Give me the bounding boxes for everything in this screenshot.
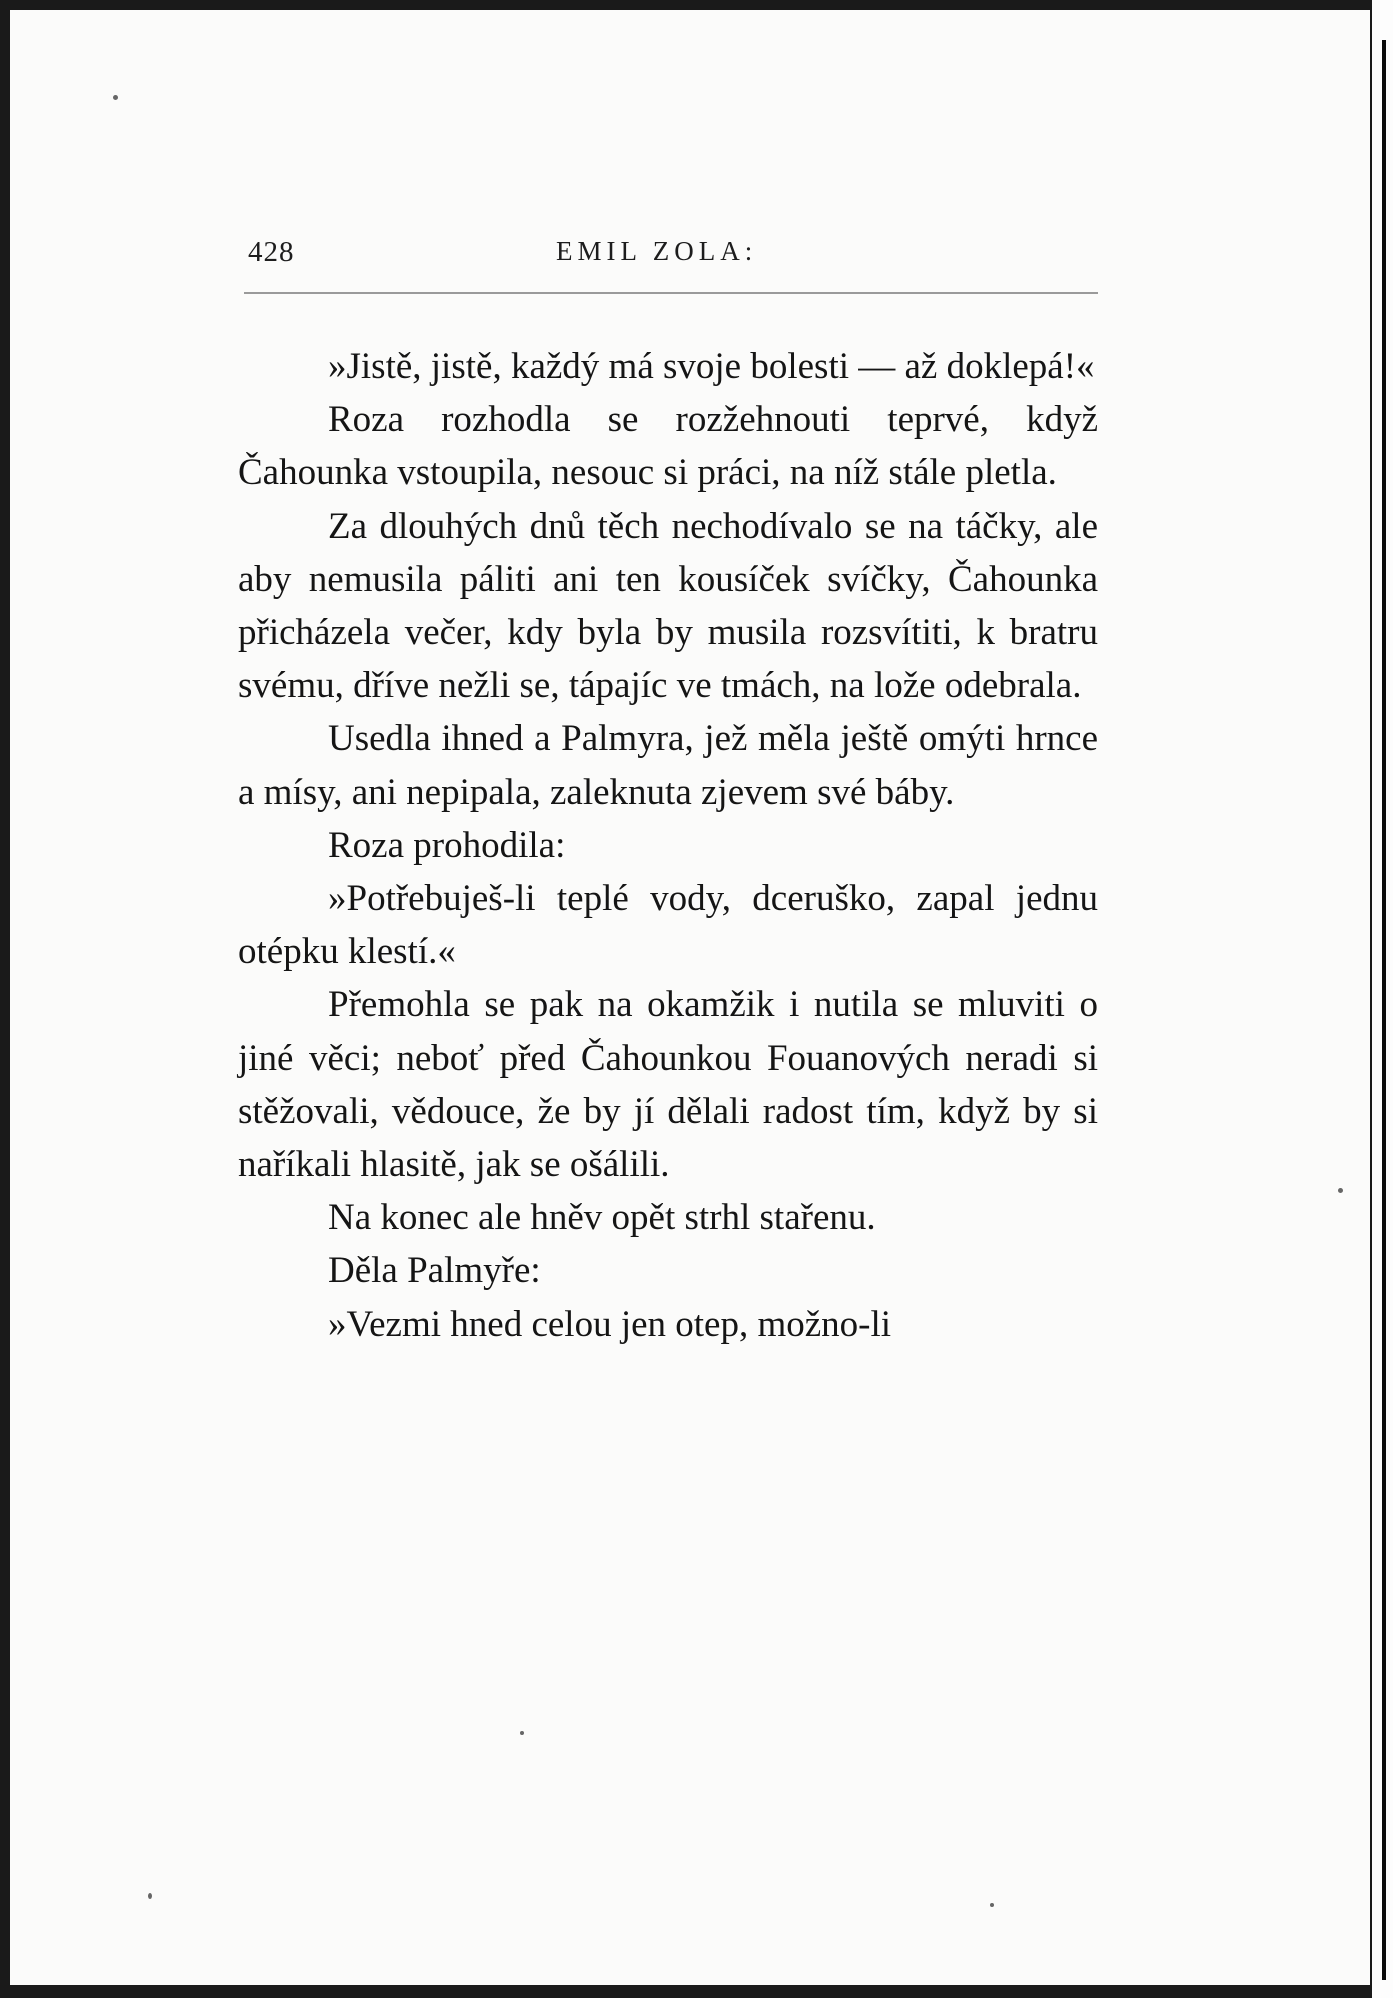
paper-speck — [520, 1731, 524, 1735]
paper-speck — [148, 1893, 152, 1899]
paragraph: »Vezmi hned celou jen otep, možno-li — [328, 1303, 892, 1345]
paper-speck — [113, 95, 118, 100]
header-rule — [244, 292, 1098, 294]
paper-speck — [990, 1903, 994, 1907]
paper-speck — [1338, 1188, 1343, 1193]
paragraph: Na konec ale hněv opět strhl stařenu. — [328, 1197, 876, 1239]
paragraph: Usedla ihned a Palmyra, jež měla ještě omýti hrnce a mísy, ani nepipala, zaleknuta zjevem své báby. — [238, 718, 1098, 813]
paragraph: Roza rozhodla se rozžehnouti teprvé, když Čahounka vstoupila, nesouc si práci, na níž stále pletla. — [238, 399, 1098, 494]
paragraph: »Potřebuješ-li teplé vody, dceruško, zapal jednu otépku klestí.« — [238, 878, 1098, 973]
paragraph: »Jistě, jistě, každý má svoje bolesti — až doklepá!« — [328, 346, 1095, 387]
page-number: 428 — [248, 236, 295, 268]
paragraph: Děla Palmyře: — [328, 1250, 541, 1292]
page-header — [236, 236, 1098, 280]
spine-binding-line — [1382, 40, 1386, 1980]
body-text — [238, 340, 1098, 1351]
running-title: EMIL ZOLA: — [556, 236, 758, 266]
paragraph: Roza prohodila: — [328, 824, 566, 866]
paragraph: Za dlouhých dnů těch nechodívalo se na táčky, ale aby nemusila páliti ani ten kousíček svíčky, Čahounka přicházela večer, kdy byla by musila rozsvítiti, k bratru svému, dříve nežli se, tápajíc ve tmách, na lože odebrala. — [238, 505, 1098, 707]
paragraph: Přemohla se pak na okamžik i nutila se mluviti o jiné věci; neboť před Čahounkou Fouanových neradi si stěžovali, vědouce, že by jí dělali radost tím, když by si naříkali hlasitě, jak se ošálili. — [238, 984, 1098, 1186]
